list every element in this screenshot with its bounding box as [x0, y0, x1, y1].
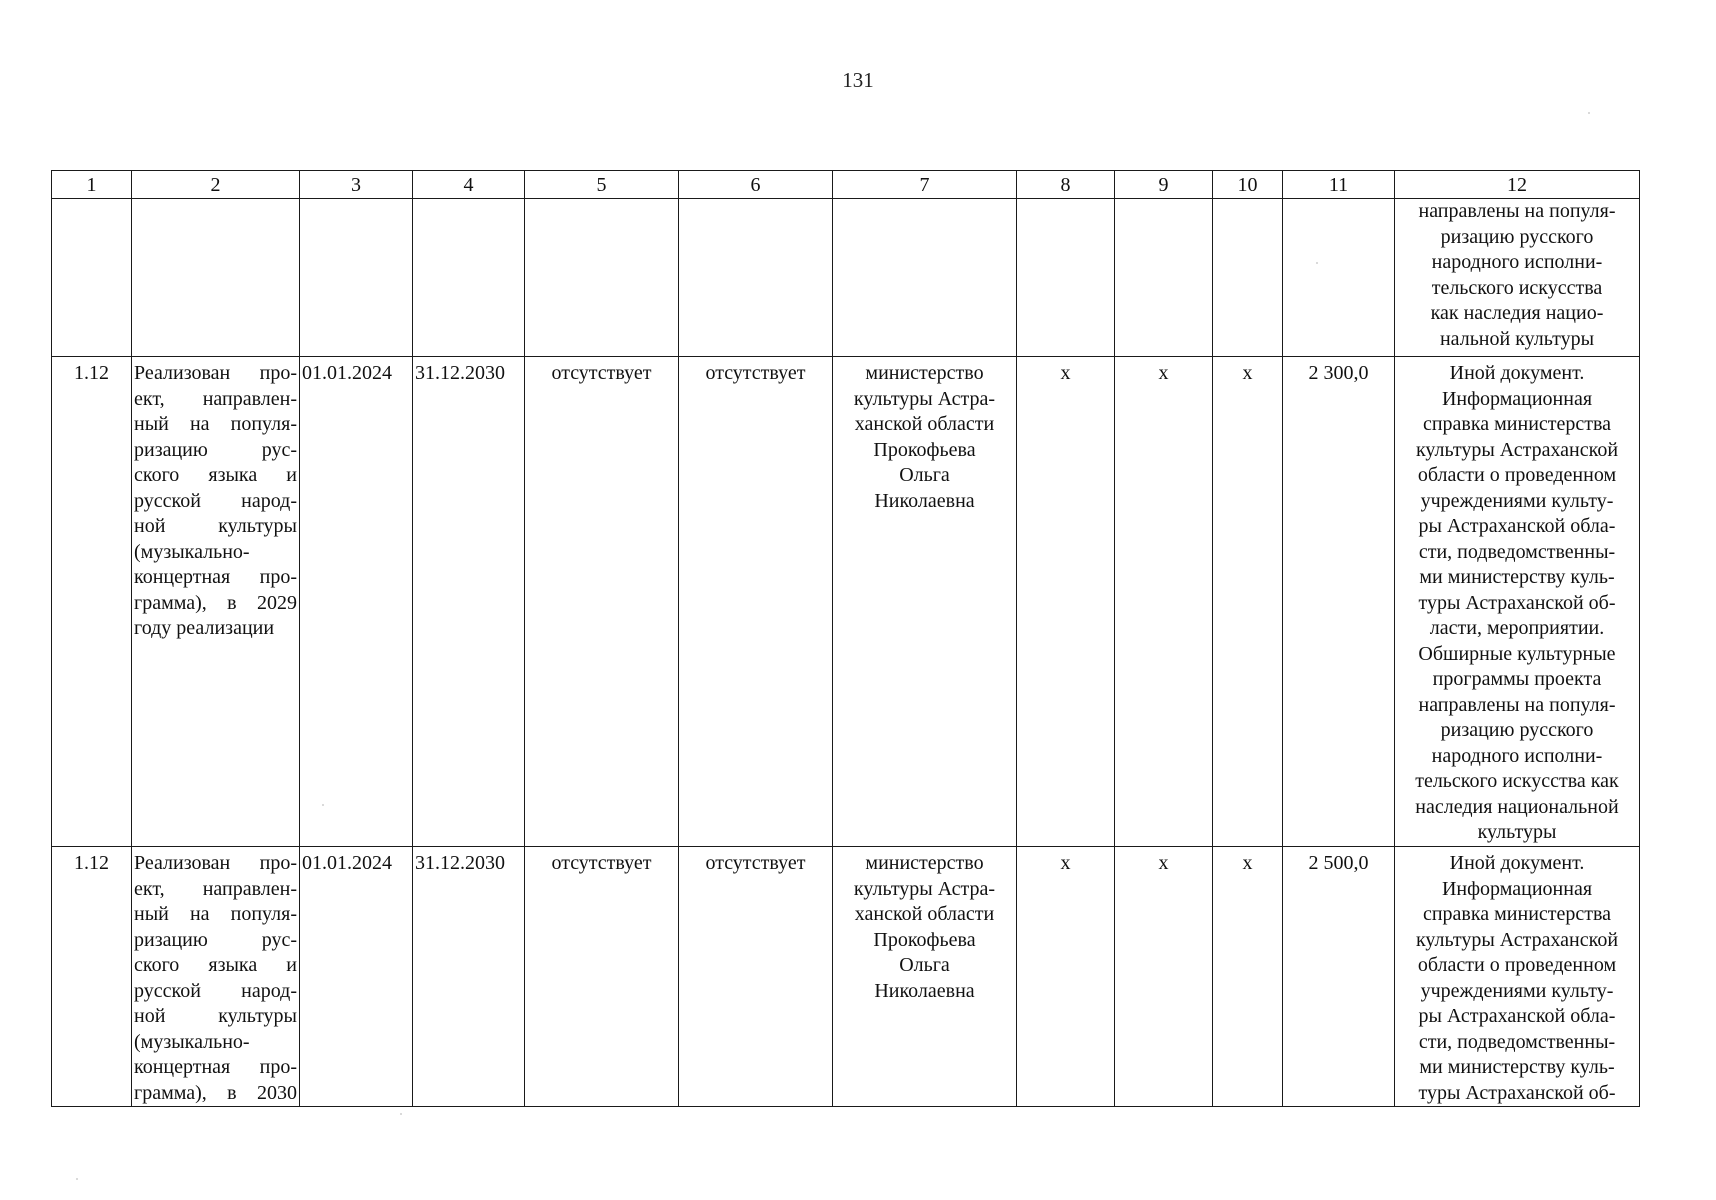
activity-name-line: ект, направлен-: [134, 877, 297, 900]
activity-name-line: Реализован про-: [134, 362, 297, 384]
activity-name-line: ект, направлен-: [134, 387, 297, 410]
scan-speck: [400, 1113, 402, 1115]
column-8-value: х: [1017, 847, 1115, 1107]
activity-name-line: (музыкально-: [134, 1030, 250, 1053]
confirming-document: Иной документ. Информационная справка министерства культуры Астраханской области о проведенном учреждениями культу- ры Астраханской обла- сти, подведомственны- ми министерству куль- туры Астраханской об-: [1395, 847, 1640, 1107]
empty-cell: [1283, 199, 1395, 357]
column-10-value: х: [1213, 847, 1283, 1107]
column-9-value: х: [1115, 847, 1213, 1107]
activity-name-line: Реализован про-: [134, 852, 297, 874]
column-header: 6: [679, 171, 833, 199]
empty-cell: [300, 199, 413, 357]
activity-name-line: году реализации: [134, 617, 275, 639]
column-6-value: отсутствует: [679, 847, 833, 1107]
column-header: 3: [300, 171, 413, 199]
empty-cell: [413, 199, 525, 357]
empty-cell: [679, 199, 833, 357]
column-number-row: [52, 171, 1640, 199]
column-10-value: х: [1213, 357, 1283, 847]
column-header: 1: [52, 171, 132, 199]
activity-name: [132, 357, 300, 847]
empty-cell: [1115, 199, 1213, 357]
activity-name-line: ной культуры: [134, 1005, 297, 1027]
scan-speck: [1316, 262, 1318, 264]
column-header: 2: [132, 171, 300, 199]
start-date: 01.01.2024: [300, 357, 413, 847]
confirming-document: Иной документ. Информационная справка министерства культуры Астраханской области о проведенном учреждениями культу- ры Астраханской обла- сти, подведомственны- ми министерству куль- туры Астраханской об- ласти, мероприятии. Обширные культурные программы проекта направлены на популя- ризацию русского народного исполни- тельского искусства как наследия национальной культуры: [1395, 357, 1640, 847]
column-header: 9: [1115, 171, 1213, 199]
column-5-value: отсутствует: [525, 357, 679, 847]
column-8-value: х: [1017, 357, 1115, 847]
column-6-value: отсутствует: [679, 357, 833, 847]
row-number: 1.12: [52, 847, 132, 1107]
column-5-value: отсутствует: [525, 847, 679, 1107]
column-header: 4: [413, 171, 525, 199]
column-header: 7: [833, 171, 1017, 199]
activity-name-line: ный на популя-: [134, 413, 297, 435]
continuation-row: [52, 199, 1640, 357]
column-header: 5: [525, 171, 679, 199]
funding-amount: 2 500,0: [1283, 847, 1395, 1107]
column-header: 11: [1283, 171, 1395, 199]
page-number: 131: [842, 68, 874, 92]
end-date: 31.12.2030: [413, 357, 525, 847]
column-header: 8: [1017, 171, 1115, 199]
scan-speck: [322, 804, 324, 806]
row-number: 1.12: [52, 357, 132, 847]
funding-amount: 2 300,0: [1283, 357, 1395, 847]
activity-name-line: (музыкально-: [134, 540, 250, 563]
activity-name: [132, 847, 300, 1107]
empty-cell: [52, 199, 132, 357]
column-header: 12: [1395, 171, 1640, 199]
activity-name-line: русской народ-: [134, 489, 297, 512]
empty-cell: [525, 199, 679, 357]
scan-speck: [1588, 112, 1590, 114]
column-9-value: х: [1115, 357, 1213, 847]
activity-name-line: ского языка и: [134, 464, 297, 486]
activity-name-line: ный на популя-: [134, 903, 297, 925]
responsible-executor: министерство культуры Астра- ханской области Прокофьева Ольга Николаевна: [833, 847, 1017, 1107]
activity-name-line: грамма), в 2030: [134, 1081, 297, 1104]
empty-cell: [1213, 199, 1283, 357]
column-header: 10: [1213, 171, 1283, 199]
activity-name-line: русской народ-: [134, 979, 297, 1002]
empty-cell: [132, 199, 300, 357]
empty-cell: [833, 199, 1017, 357]
activity-name-line: концертная про-: [134, 1056, 297, 1078]
activity-name-line: ризацию рус-: [134, 438, 297, 461]
table-row: [52, 357, 1640, 847]
table-row: [52, 847, 1640, 1107]
responsible-executor: министерство культуры Астра- ханской области Прокофьева Ольга Николаевна: [833, 357, 1017, 847]
document-continuation-text: направлены на популя- ризацию русского народного исполни- тельского искусства как наследия нацио- нальной культуры: [1395, 199, 1640, 357]
activity-name-line: ной культуры: [134, 515, 297, 537]
empty-cell: [1017, 199, 1115, 357]
scan-speck: [76, 1178, 78, 1180]
activities-table: [51, 170, 1640, 1107]
activity-name-line: концертная про-: [134, 566, 297, 588]
end-date: 31.12.2030: [413, 847, 525, 1107]
start-date: 01.01.2024: [300, 847, 413, 1107]
activity-name-line: ризацию рус-: [134, 928, 297, 951]
activity-name-line: ского языка и: [134, 954, 297, 976]
activity-name-line: грамма), в 2029: [134, 591, 297, 614]
